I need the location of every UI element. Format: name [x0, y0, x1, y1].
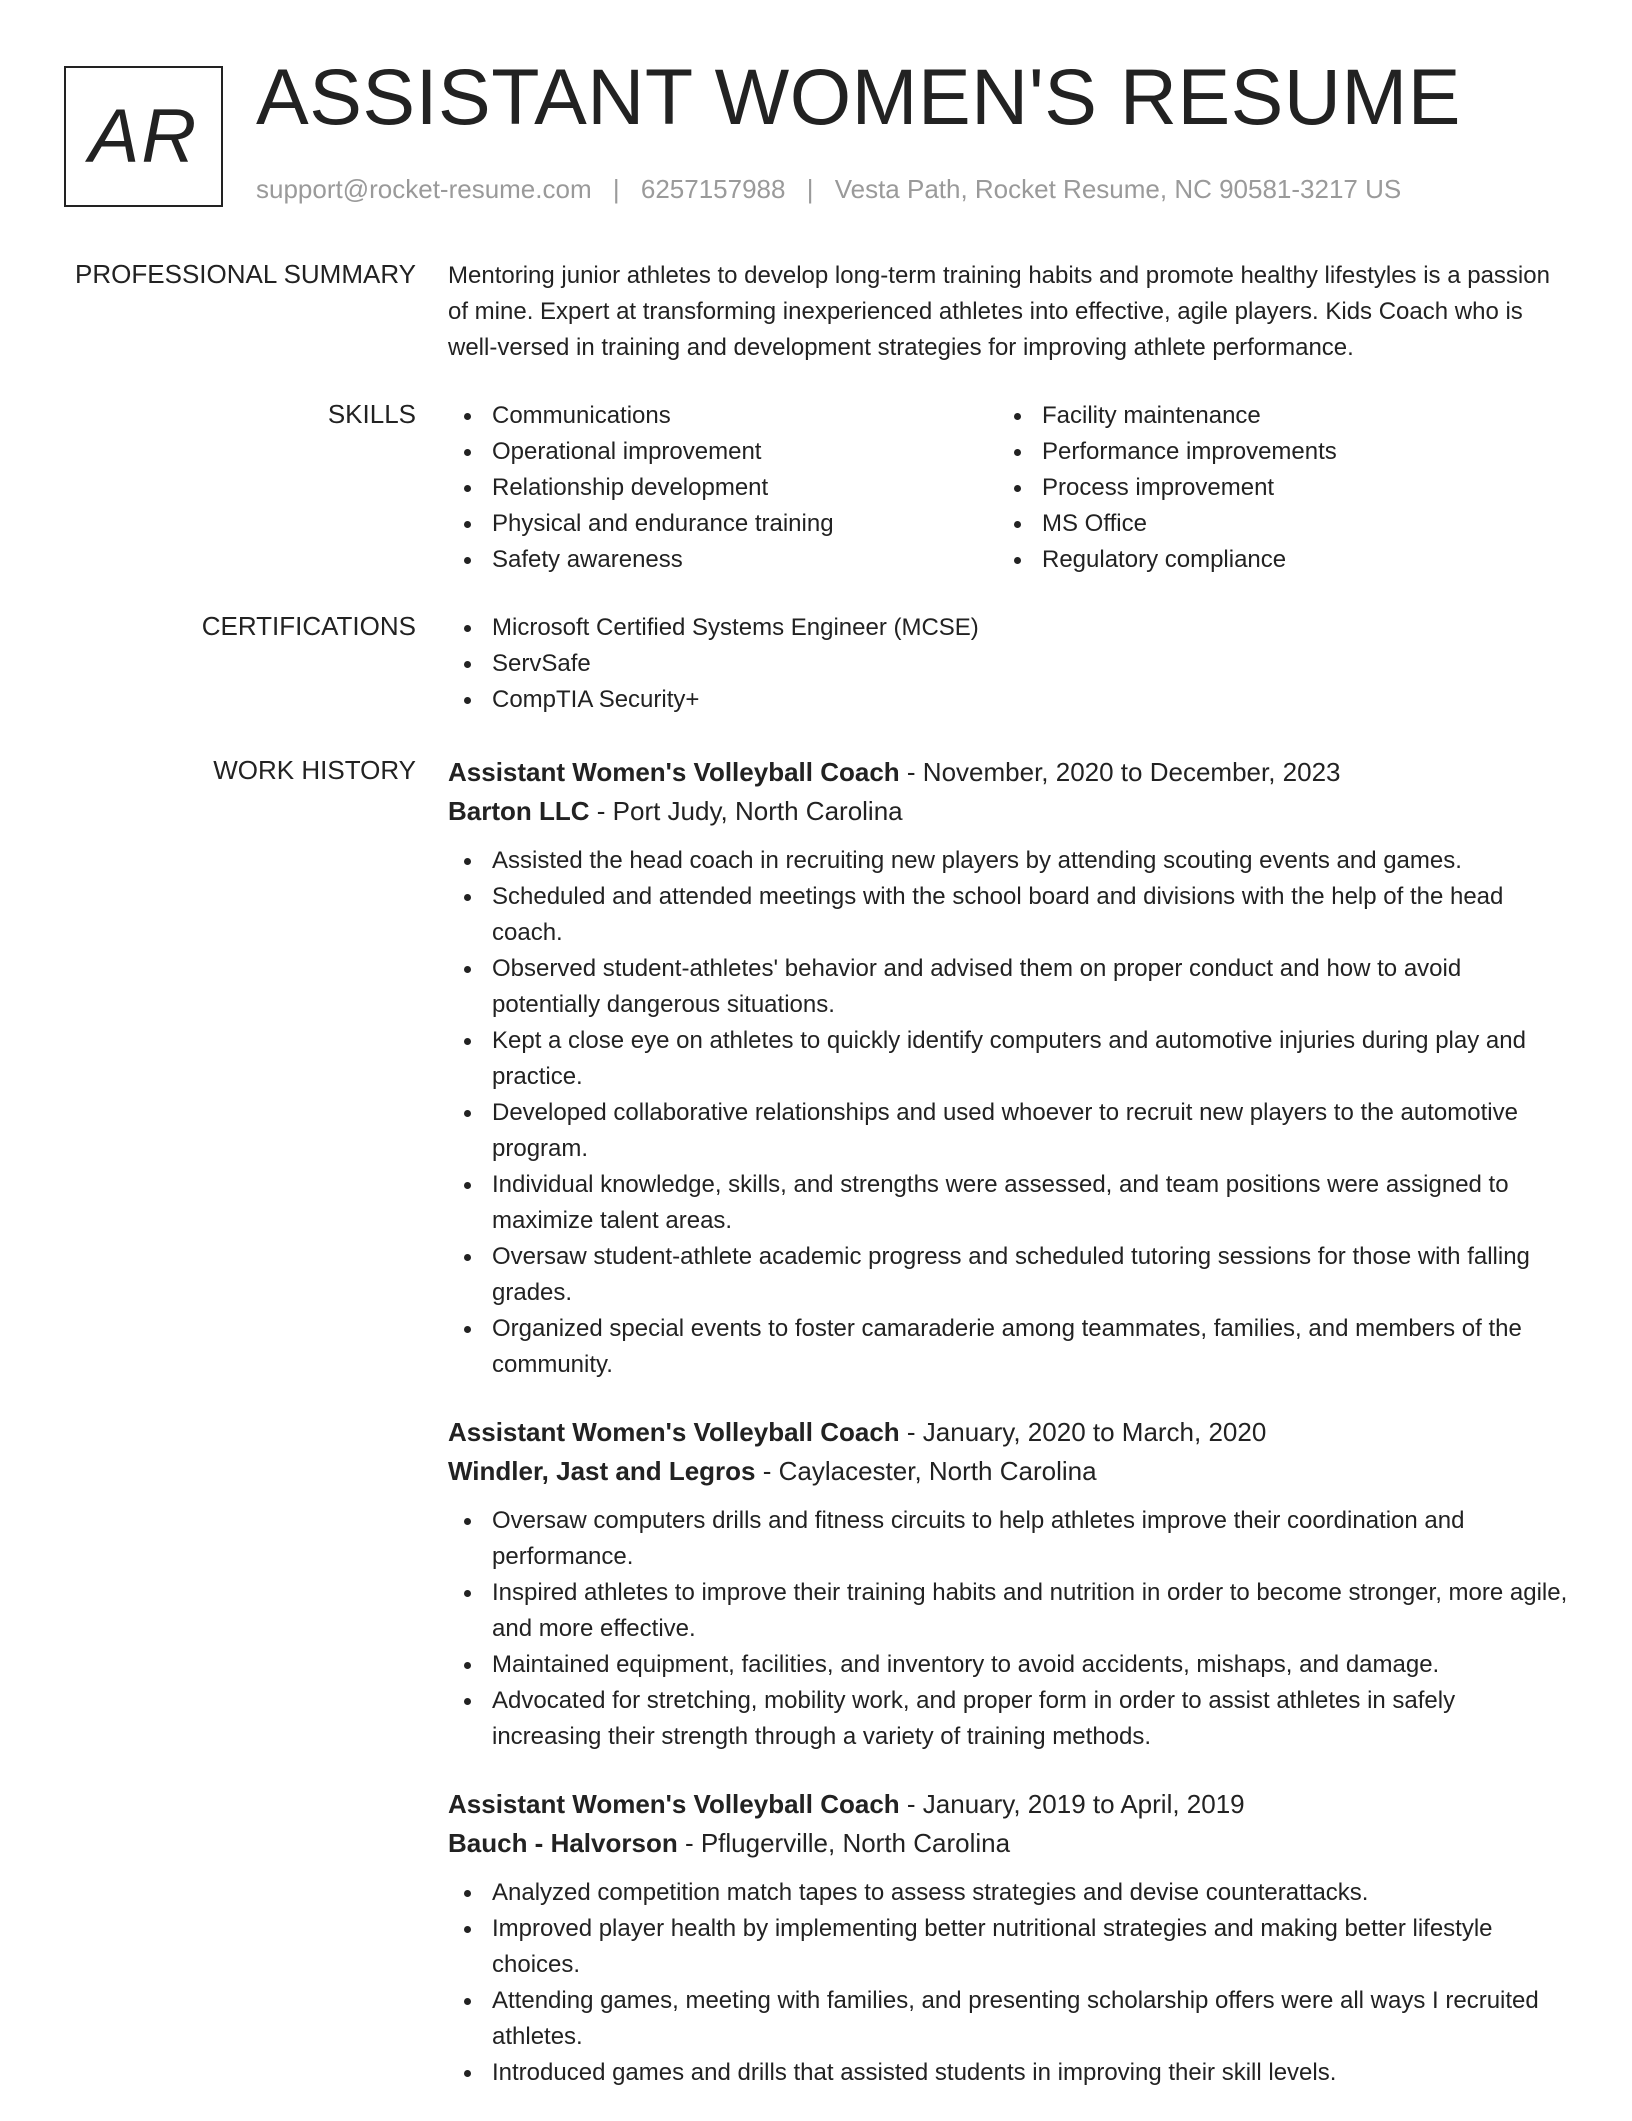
job-entry — [448, 753, 1568, 1383]
job-company-line — [448, 1452, 1568, 1491]
job-bullet: Scheduled and attended meetings with the school board and divisions with the help of the head coach. — [448, 879, 1568, 951]
skill-item: Safety awareness — [448, 542, 998, 578]
contact-email[interactable]: support@rocket-resume.com — [256, 174, 592, 204]
contact-separator: | — [612, 174, 620, 204]
job-bullet: Individual knowledge, skills, and strengths were assessed, and team positions were assigned to maximize talent areas. — [448, 1167, 1568, 1239]
skills-grid — [448, 398, 1568, 578]
skill-item: Facility maintenance — [998, 398, 1548, 434]
certifications-body — [448, 610, 1568, 718]
skill-item: MS Office — [998, 506, 1548, 542]
job-location: - Port Judy, North Carolina — [589, 796, 903, 826]
job-company: Windler, Jast and Legros — [448, 1456, 756, 1486]
job-title: Assistant Women's Volleyball Coach — [448, 1417, 900, 1447]
skills-heading: SKILLS — [327, 399, 416, 429]
certification-item: CompTIA Security+ — [448, 682, 1568, 718]
certifications-list — [448, 610, 1568, 718]
summary-body — [448, 258, 1568, 366]
skill-item: Performance improvements — [998, 434, 1548, 470]
job-bullet: Oversaw student-athlete academic progress and scheduled tutoring sessions for those with falling grades. — [448, 1239, 1568, 1311]
certifications-heading: CERTIFICATIONS — [201, 611, 416, 641]
contact-line — [256, 174, 1401, 205]
certification-item: Microsoft Certified Systems Engineer (MCSE) — [448, 610, 1568, 646]
job-bullet: Assisted the head coach in recruiting new players by attending scouting events and games. — [448, 843, 1568, 879]
work-history-body — [448, 753, 1568, 2121]
summary-text: Mentoring junior athletes to develop long-term training habits and promote healthy lifestyles is a passion of mine. Expert at transforming inexperienced athletes into effective, agile players. Kids Coach who is well-versed in training and development strategies for improving athlete performance. — [448, 262, 1550, 361]
summary-heading: PROFESSIONAL SUMMARY — [75, 259, 416, 289]
skill-item: Communications — [448, 398, 998, 434]
job-bullet: Introduced games and drills that assisted students in improving their skill levels. — [448, 2055, 1568, 2091]
skills-list-right — [998, 398, 1548, 578]
job-bullet: Organized special events to foster camaraderie among teammates, families, and members of the community. — [448, 1311, 1568, 1383]
job-title-line — [448, 753, 1568, 792]
job-location: - Pflugerville, North Carolina — [677, 1828, 1011, 1858]
skill-item: Process improvement — [998, 470, 1548, 506]
job-dates: - January, 2020 to March, 2020 — [899, 1417, 1267, 1447]
skill-item: Regulatory compliance — [998, 542, 1548, 578]
job-bullet: Analyzed competition match tapes to assess strategies and devise counterattacks. — [448, 1875, 1568, 1911]
job-bullet: Advocated for stretching, mobility work, and proper form in order to assist athletes in safely increasing their strength through a variety of training methods. — [448, 1683, 1568, 1755]
resume-title: ASSISTANT WOMEN'S RESUME — [256, 52, 1461, 141]
job-bullet: Attending games, meeting with families, and presenting scholarship offers were all ways I recruited athletes. — [448, 1983, 1568, 2055]
job-company: Bauch - Halvorson — [448, 1828, 678, 1858]
job-company: Barton LLC — [448, 796, 590, 826]
job-dates: - January, 2019 to April, 2019 — [899, 1789, 1245, 1819]
job-bullet: Maintained equipment, facilities, and inventory to avoid accidents, mishaps, and damage. — [448, 1647, 1568, 1683]
contact-phone[interactable]: 6257157988 — [640, 174, 786, 204]
job-bullet: Oversaw computers drills and fitness circuits to help athletes improve their coordination and performance. — [448, 1503, 1568, 1575]
skills-list-left — [448, 398, 998, 578]
job-title-line — [448, 1785, 1568, 1824]
job-location: - Caylacester, North Carolina — [755, 1456, 1097, 1486]
job-bullets — [448, 1503, 1568, 1755]
job-entry — [448, 1785, 1568, 2091]
work-history-heading: WORK HISTORY — [213, 755, 416, 785]
contact-address: Vesta Path, Rocket Resume, NC 90581-3217 US — [834, 174, 1402, 204]
contact-separator: | — [806, 174, 814, 204]
job-bullet: Inspired athletes to improve their training habits and nutrition in order to become stronger, more agile, and more effective. — [448, 1575, 1568, 1647]
job-title-line — [448, 1413, 1568, 1452]
skill-item: Physical and endurance training — [448, 506, 998, 542]
job-bullets — [448, 843, 1568, 1383]
job-bullet: Developed collaborative relationships and used whoever to recruit new players to the automotive program. — [448, 1095, 1568, 1167]
certification-item: ServSafe — [448, 646, 1568, 682]
job-bullets — [448, 1875, 1568, 2091]
job-company-line — [448, 792, 1568, 831]
monogram-logo: AR — [64, 66, 223, 207]
job-bullet: Improved player health by implementing better nutritional strategies and making better lifestyle choices. — [448, 1911, 1568, 1983]
skill-item: Operational improvement — [448, 434, 998, 470]
job-title: Assistant Women's Volleyball Coach — [448, 757, 900, 787]
skill-item: Relationship development — [448, 470, 998, 506]
job-bullet: Kept a close eye on athletes to quickly identify computers and automotive injuries during play and practice. — [448, 1023, 1568, 1095]
job-company-line — [448, 1824, 1568, 1863]
job-title: Assistant Women's Volleyball Coach — [448, 1789, 900, 1819]
job-dates: - November, 2020 to December, 2023 — [899, 757, 1341, 787]
job-bullet: Observed student-athletes' behavior and advised them on proper conduct and how to avoid potentially dangerous situations. — [448, 951, 1568, 1023]
job-entry — [448, 1413, 1568, 1755]
